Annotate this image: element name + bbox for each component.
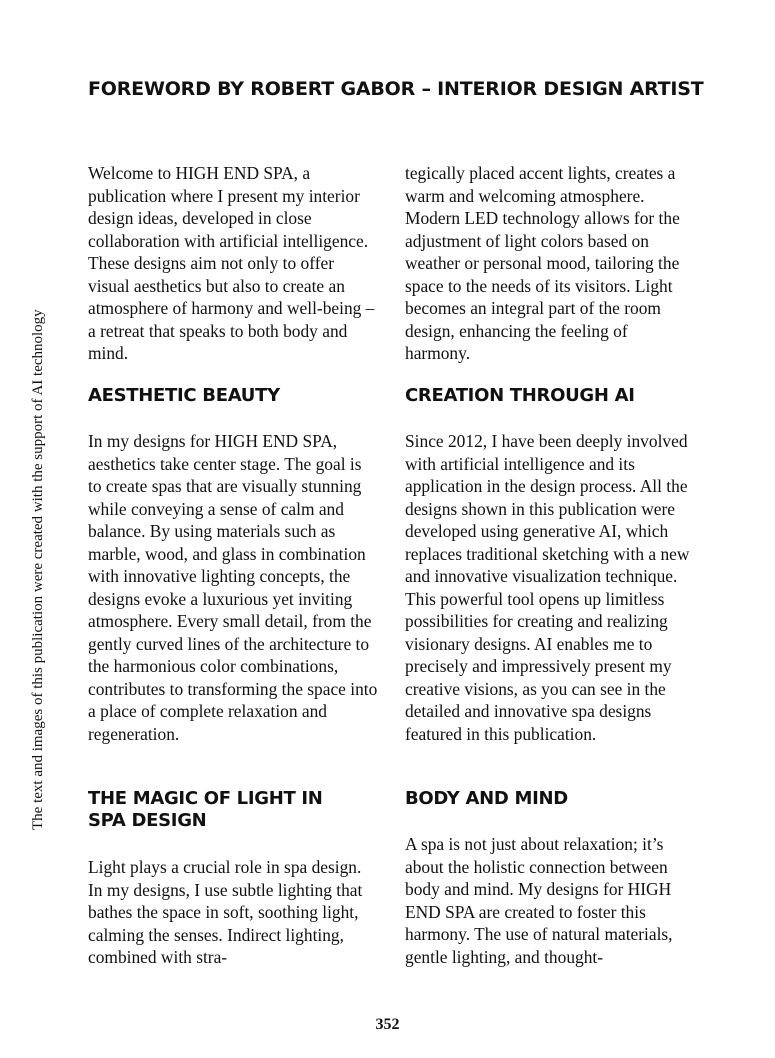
creation-through-ai-paragraph: Since 2012, I have been deeply involved with artificial intelligence and its application in the design process. All the designs shown in this publication were developed using generative AI, which replaces traditional sketching with a new and innovative visualization technique. This powerful tool opens up limitless possibilities for creating and realizing visionary designs. AI enables me to precisely and impressively present my creative visions, as you can see in the detailed and innovative spa designs featured in this publication.: [405, 431, 690, 744]
magic-of-light-heading: THE MAGIC OF LIGHT IN SPA DESIGN: [88, 788, 323, 831]
body-and-mind-paragraph: A spa is not just about relaxation; it’s about the holistic connection between body and mind. My designs for HIGH END SPA are created to foster this harmony. The use of natural materials, gentle lighting, and thought-: [405, 834, 673, 967]
aesthetic-beauty-paragraph: In my designs for HIGH END SPA, aesthetics take center stage. The goal is to create spas that are visually stunning while conveying a sense of calm and balance. By using materials such as marble, wood, and glass in combination with innovative lighting concepts, the designs evoke a luxurious yet inviting atmosphere. Every small detail, from the gently curved lines of the architecture to the harmonious color combinations, contributes to transforming the space into a place of complete relaxation and regeneration.: [88, 431, 378, 744]
page-number: 352: [375, 1016, 400, 1033]
ai-disclaimer-note: The text and images of this publication were created with the support of AI technology: [30, 309, 46, 830]
magic-of-light-continued-paragraph: tegically placed accent lights, creates a warm and welcoming atmosphere. Modern LED technology allows for the adjustment of light colors based on weather or personal mood, tailoring the space to the needs of its visitors. Light becomes an integral part of the room design, enhancing the feeling of harmony.: [405, 163, 680, 363]
body-and-mind-heading: BODY AND MIND: [405, 788, 568, 809]
aesthetic-beauty-heading: AESTHETIC BEAUTY: [88, 385, 280, 406]
creation-through-ai-heading: CREATION THROUGH AI: [405, 385, 635, 406]
magic-of-light-paragraph: Light plays a crucial role in spa design. In my designs, I use subtle lighting that bathes the space in soft, soothing light, calming the senses. Indirect lighting, combined with stra-: [88, 857, 363, 967]
intro-paragraph: Welcome to HIGH END SPA, a publication where I present my interior design ideas, developed in close collaboration with artificial intelligence. These designs aim not only to offer visual aesthetics but also to create an atmosphere of harmony and well-being – a retreat that speaks to both body and mind.: [88, 163, 375, 363]
page-title: FOREWORD BY ROBERT GABOR – INTERIOR DESIGN ARTIST: [88, 78, 704, 100]
